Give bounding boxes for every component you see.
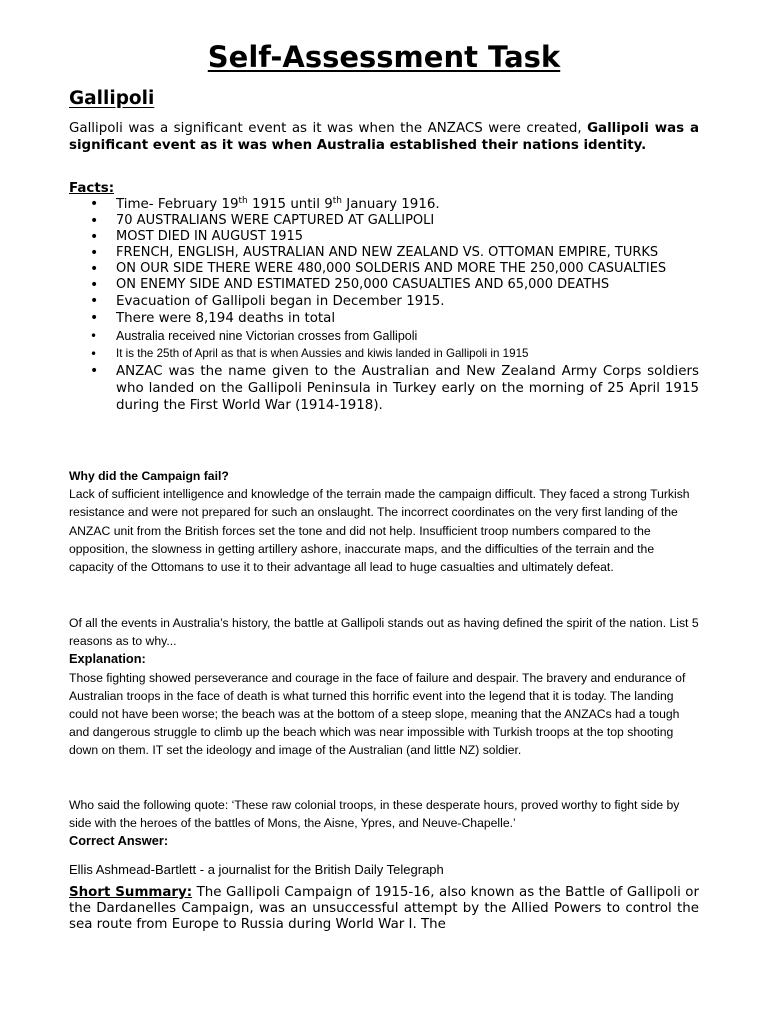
quote-question: Who said the following quote: ‘These raw colonial troops, in these desperate hours, proved worthy to fight side by side with the heroes of the battles of Mons, the Aisne, Ypres, and Neuve-Chapelle.’ [69, 798, 680, 831]
fact-item: • Australia received nine Victorian crosses from Gallipoli [69, 327, 699, 345]
why-text: Lack of sufficient intelligence and knowledge of the terrain made the campaign difficult. They faced a strong Turkish resistance and were not prepared for such an onslaught. The incorrect coordinates on the very first landing of the ANZAC unit from the British forces set the tone and did not help. Insufficient troop numbers compared to the opposition, the slowness in getting artillery ashore, inaccurate maps, and the difficulties of the terrain and the capacity of the Ottomans to use it to their advantage all lead to huge casualties and ultimately defeat. [69, 487, 690, 575]
events-question: Of all the events in Australia’s history, the battle at Gallipoli stands out as having defined the spirit of the nation. List 5 reasons as to why... [69, 616, 699, 649]
fact-item: • 70 AUSTRALIANS WERE CAPTURED AT GALLIPOLI [69, 213, 699, 229]
fact-item: • ANZAC was the name given to the Australian and New Zealand Army Corps soldiers who landed on the Gallipoli Peninsula in Turkey early on the morning of 25 April 1915 during the First World War (1914-1918). [69, 363, 699, 414]
why-heading: Why did the Campaign fail? [69, 469, 229, 483]
fact-item: • There were 8,194 deaths in total [69, 310, 699, 327]
summary-paragraph [69, 885, 699, 934]
fact-item [69, 196, 699, 213]
quote-section [69, 796, 699, 851]
facts-list [69, 196, 699, 414]
fact-item: • FRENCH, ENGLISH, AUSTRALIAN AND NEW ZEALAND VS. OTTOMAN EMPIRE, TURKS [69, 245, 699, 261]
summary-text: The Gallipoli Campaign of 1915-16, also known as the Battle of Gallipoli or the Dardanelles Campaign, was an unsuccessful attempt by the Allied Powers to control the sea route from Europe to Russia during World War I. The [69, 885, 699, 933]
fact-superscript: th [238, 196, 248, 206]
fact-item: • ON OUR SIDE THERE WERE 480,000 SOLDERIS AND MORE THE 250,000 CASUALTIES [69, 261, 699, 277]
correct-answer-text: Ellis Ashmead-Bartlett - a journalist for the British Daily Telegraph [69, 862, 444, 877]
intro-paragraph [69, 120, 699, 154]
fact-item: • ON ENEMY SIDE AND ESTIMATED 250,000 CASUALTIES AND 65,000 DEATHS [69, 277, 699, 293]
document-title: Self-Assessment Task [207, 40, 561, 74]
intro-text: Gallipoli was a significant event as it was when the ANZACS were created, [69, 121, 588, 136]
fact-item: • Evacuation of Gallipoli began in December 1915. [69, 293, 699, 310]
summary-label: Short Summary: [69, 885, 193, 900]
section-heading-gallipoli: Gallipoli [69, 88, 155, 109]
fact-date-mid: 1915 until 9 [247, 197, 333, 212]
correct-answer-heading: Correct Answer: [69, 833, 169, 849]
why-section [69, 467, 699, 576]
fact-item: • MOST DIED IN AUGUST 1915 [69, 229, 699, 245]
fact-date-end: January 1916. [342, 197, 440, 212]
explanation-text: Those fighting showed perseverance and courage in the face of failure and despair. The bravery and endurance of Australian troops in the face of death is what turned this horrific event into the legend that it is today. The landing could not have been worse; the beach was at the bottom of a steep slope, meaning that the ANZACs had a tough and dangerous struggle to climb up the beach which was near impossible with Turkish troops at the top shooting down on them. IT set the ideology and image of the Australian (and little NZ) soldier. [69, 670, 686, 758]
fact-date-start: Time- February 19 [116, 197, 239, 212]
fact-superscript: th [332, 196, 343, 206]
events-section [69, 614, 699, 760]
facts-heading: Facts: [69, 181, 115, 196]
intro-bold-statement: Gallipoli was a significant event as it was when Australia established their nations identity. [69, 121, 699, 153]
explanation-heading: Explanation: [69, 651, 146, 667]
fact-item: • It is the 25th of April as that is when Aussies and kiwis landed in Gallipoli in 1915 [69, 345, 699, 363]
